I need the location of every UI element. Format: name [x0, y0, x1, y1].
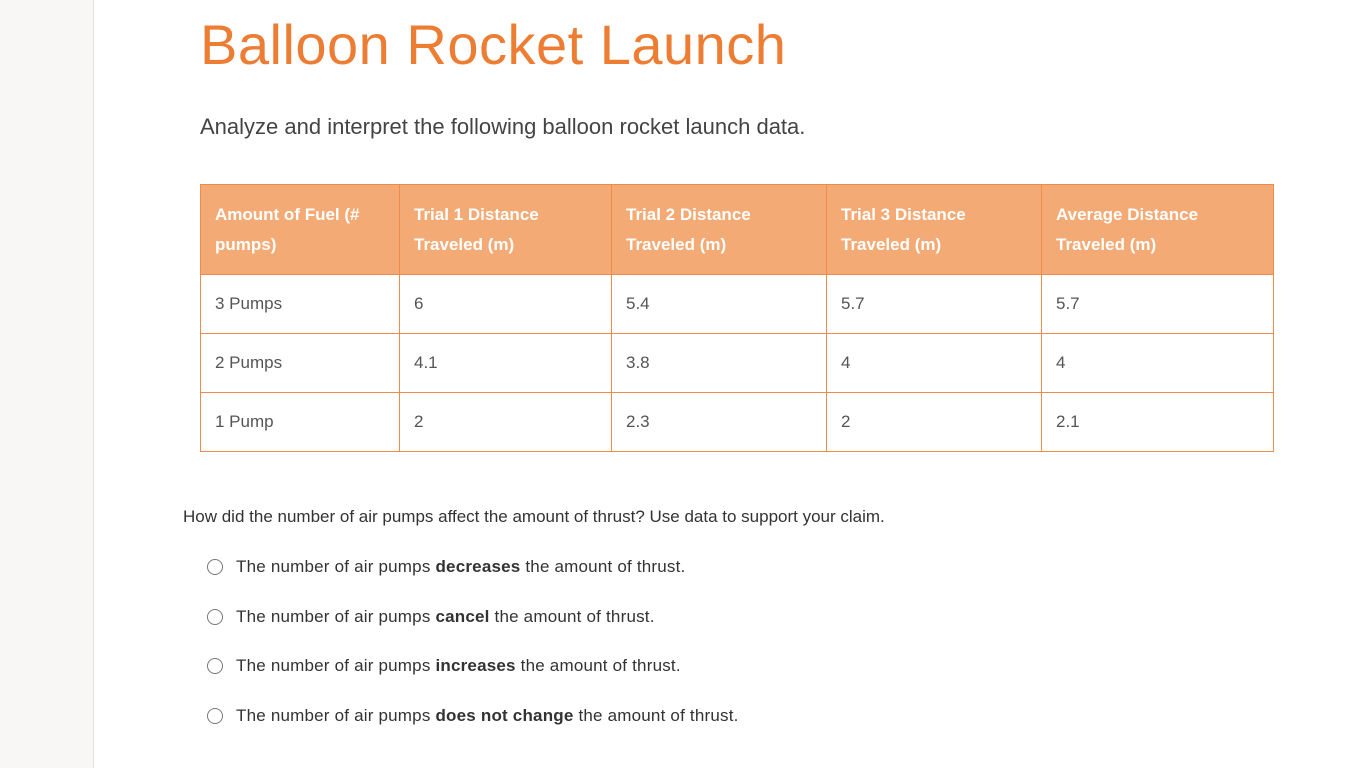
table-row — [201, 334, 1274, 393]
table-cell: 5.7 — [827, 275, 1042, 334]
table-cell: 5.7 — [1042, 275, 1274, 334]
table-header-row — [201, 185, 1274, 275]
answer-option-label: The number of air pumps decreases the amount of thrust. — [236, 557, 686, 576]
table-cell: 1 Pump — [201, 393, 400, 452]
table-header-cell: Average Distance Traveled (m) — [1042, 185, 1274, 275]
answer-option-label: The number of air pumps does not change the amount of thrust. — [236, 706, 739, 725]
radio-button[interactable] — [207, 609, 223, 625]
figure-subtitle: Analyze and interpret the following balloon rocket launch data. — [200, 114, 806, 139]
table-cell: 4 — [827, 334, 1042, 393]
table-header-cell: Amount of Fuel (# pumps) — [201, 185, 400, 275]
answer-option-increases[interactable] — [207, 654, 681, 678]
table-cell: 4.1 — [400, 334, 612, 393]
answer-option-decreases[interactable] — [207, 555, 685, 579]
answer-option-does-not-change[interactable] — [207, 704, 739, 728]
table-cell: 6 — [400, 275, 612, 334]
data-table — [200, 184, 1274, 452]
table-row — [201, 275, 1274, 334]
table-row — [201, 393, 1274, 452]
table-cell: 2.1 — [1042, 393, 1274, 452]
table-cell: 3 Pumps — [201, 275, 400, 334]
table-header-cell: Trial 3 Distance Traveled (m) — [827, 185, 1042, 275]
table-header-cell: Trial 1 Distance Traveled (m) — [400, 185, 612, 275]
left-sidebar — [0, 0, 94, 768]
radio-button[interactable] — [207, 708, 223, 724]
table-cell: 2 — [827, 393, 1042, 452]
table-cell: 2 Pumps — [201, 334, 400, 393]
question-prompt: How did the number of air pumps affect the amount of thrust? Use data to support your claim. — [183, 507, 885, 526]
figure-title: Balloon Rocket Launch — [200, 13, 787, 76]
radio-button[interactable] — [207, 658, 223, 674]
table-cell: 3.8 — [612, 334, 827, 393]
table-cell: 2.3 — [612, 393, 827, 452]
question-content — [94, 0, 1366, 768]
table-cell: 4 — [1042, 334, 1274, 393]
table-cell: 2 — [400, 393, 612, 452]
radio-button[interactable] — [207, 559, 223, 575]
table-header-cell: Trial 2 Distance Traveled (m) — [612, 185, 827, 275]
answer-option-label: The number of air pumps cancel the amount of thrust. — [236, 607, 655, 626]
answer-option-label: The number of air pumps increases the amount of thrust. — [236, 656, 681, 675]
answer-option-cancel[interactable] — [207, 605, 655, 629]
table-cell: 5.4 — [612, 275, 827, 334]
